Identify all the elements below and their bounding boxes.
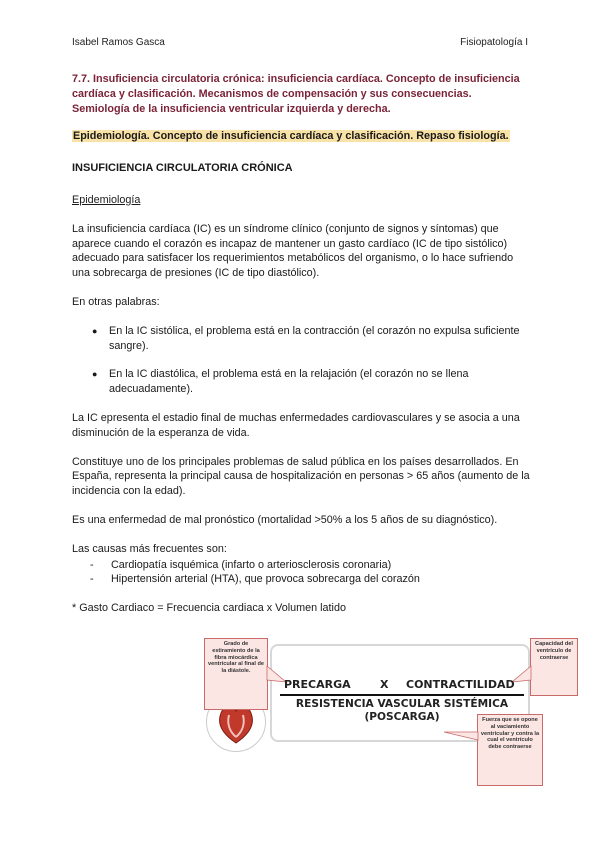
dash-icon: -: [90, 558, 94, 571]
highlight-heading: [72, 129, 532, 144]
bullet-icon: ●: [92, 325, 98, 336]
callout-precarga: Grado de estiramiento de la fibra miocárdica ventricular al final de la diástole.: [204, 638, 268, 710]
fraction-line: [280, 694, 524, 696]
sub-title: Epidemiología: [72, 193, 141, 206]
prognosis-paragraph: Es una enfermedad de mal pronóstico (mortalidad >50% a los 5 años de su diagnóstico).: [72, 513, 498, 526]
list-item: [72, 572, 532, 587]
causes-list: [72, 558, 532, 588]
causes-intro: Las causas más frecuentes son:: [72, 542, 227, 555]
formula-denominator: RESISTENCIA VASCULAR SISTÉMICA (POSCARGA): [295, 698, 509, 723]
list-item-text: En la IC diastólica, el problema está en la relajación (el corazón no se llena adecuadamente).: [109, 368, 469, 396]
precarga-term: PRECARGA: [284, 678, 351, 691]
highlight-heading-text: Epidemiología. Concepto de insuficiencia cardíaca y clasificación. Repaso fisiología.: [73, 130, 509, 143]
list-item-text: Cardiopatía isquémica (infarto o arteriosclerosis coronaria): [111, 558, 392, 571]
dash-icon: -: [90, 573, 94, 586]
header-subject: Fisiopatología I: [460, 37, 528, 48]
list-item: [72, 558, 532, 573]
list-item: [72, 324, 532, 354]
cardiac-output-diagram: [200, 636, 580, 786]
contractilidad-term: CONTRACTILIDAD: [406, 678, 515, 691]
list-item-text: En la IC sistólica, el problema está en la contracción (el corazón no expulsa suficiente sangre).: [109, 324, 520, 352]
formula-numerator: [284, 678, 516, 691]
page-content: [72, 72, 532, 616]
multiply-sign: X: [380, 678, 389, 691]
public-health-paragraph: Constituye uno de los principales problemas de salud pública en los países desarrollados. En España, representa la principal causa de hospitalización en personas > 65 años (aumento de la incidencia con la edad).: [72, 455, 530, 498]
callout-contractilidad: Capacidad del ventrículo de contraerse: [530, 638, 578, 696]
header-author: Isabel Ramos Gasca: [72, 37, 165, 48]
in-other-words: En otras palabras:: [72, 295, 160, 308]
section-title: INSUFICIENCIA CIRCULATORIA CRÓNICA: [72, 162, 293, 175]
bullet-icon: ●: [92, 369, 98, 380]
list-item: [72, 367, 532, 397]
topic-title: 7.7. Insuficiencia circulatoria crónica: insuficiencia cardíaca. Concepto de insuficiencia cardíaca y clasificación. Mecanismos de compensación y sus consecuencias. Semiología de la insuficiencia ventricular izquierda y derecha.: [72, 73, 520, 115]
callout-poscarga: Fuerza que se opone al vaciamiento ventricular y contra la cual el ventrículo debe contraerse: [477, 714, 543, 786]
definition-paragraph: La insuficiencia cardíaca (IC) es un síndrome clínico (conjunto de signos y síntomas) que aparece cuando el corazón es incapaz de mantener un gasto cardíaco (IC de tipo sistólico) adecuado para satisfacer los requerimientos metabólicos del organismo, o lo hace sufriendo una sobrecarga de presiones (IC de tipo diastólico).: [72, 222, 514, 280]
list-item-text: Hipertensión arterial (HTA), que provoca sobrecarga del corazón: [111, 573, 420, 586]
gasto-cardiaco-note: * Gasto Cardiaco = Frecuencia cardiaca x Volumen latido: [72, 602, 346, 615]
final-stage-paragraph: La IC epresenta el estadio final de muchas enfermedades cardiovasculares y se asocia a una disminución de la esperanza de vida.: [72, 411, 520, 439]
ic-types-list: [72, 324, 532, 397]
